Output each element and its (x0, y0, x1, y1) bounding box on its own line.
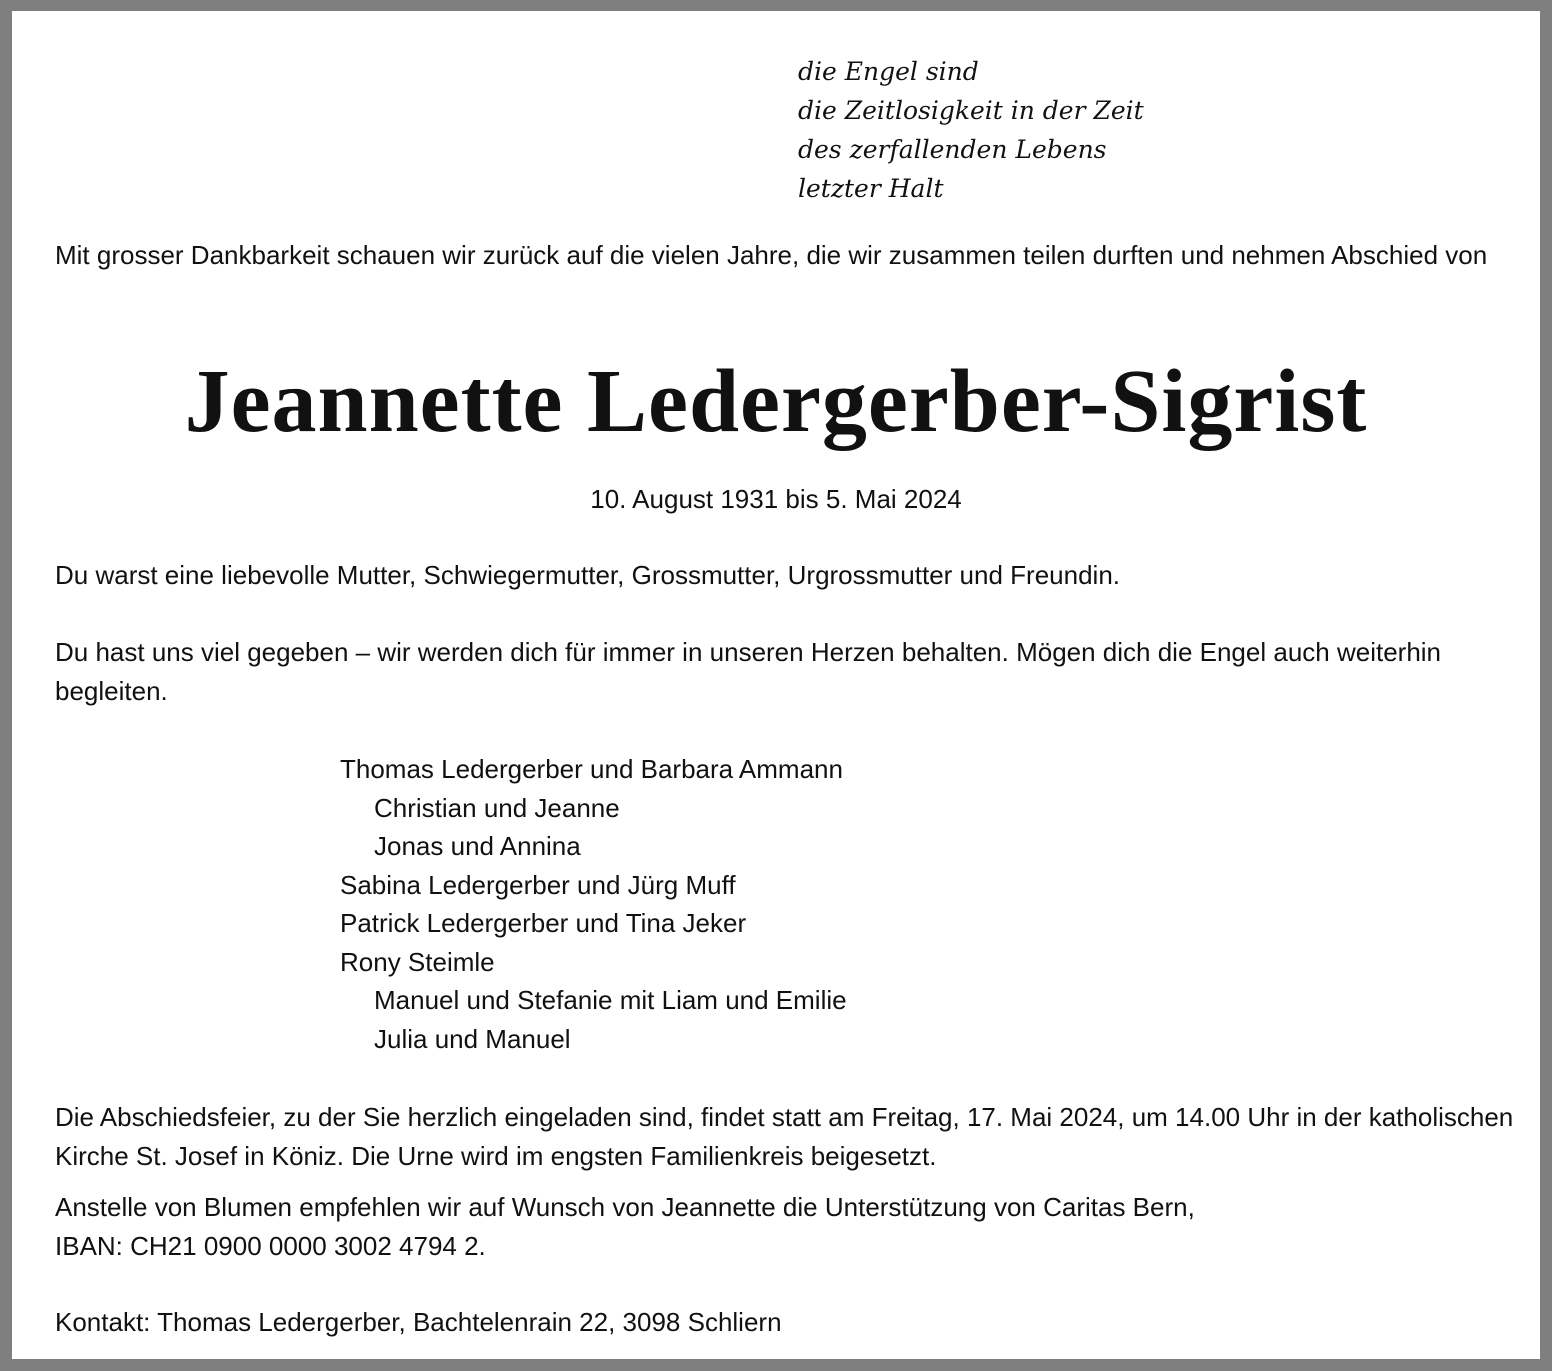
poem (798, 52, 1144, 208)
deceased-name: Jeannette Ledergerber-Sigrist (184, 352, 1368, 451)
donation-info (55, 1188, 1515, 1266)
mourner-entry: Christian und Jeanne (374, 792, 620, 823)
mourner-entry: Julia und Manuel (374, 1023, 571, 1054)
iban-line: IBAN: CH21 0900 0000 3002 4794 2. (55, 1231, 486, 1261)
life-dates: 10. August 1931 bis 5. Mai 2024 (590, 484, 962, 514)
poem-line: letzter Halt (798, 174, 944, 203)
mourner-entry: Rony Steimle (340, 946, 495, 977)
mourner-entry: Patrick Ledergerber und Tina Jeker (340, 908, 747, 938)
poem-line: die Engel sind (798, 57, 979, 86)
ceremony-info: Die Abschiedsfeier, zu der Sie herzlich eingeladen sind, findet statt am Freitag, 17. Mai 2024, um 14.00 Uhr in der katholischen Kirche St. Josef in Köniz. Die Urne wird im engsten Familienkreis beigesetzt. (55, 1102, 1514, 1171)
mourner-entry: Jonas und Annina (374, 831, 581, 861)
donation-line: Anstelle von Blumen empfehlen wir auf Wunsch von Jeannette die Unterstützung von Caritas Bern, (55, 1192, 1195, 1222)
obituary-notice (12, 11, 1540, 1359)
poem-line: des zerfallenden Lebens (798, 135, 1107, 164)
poem-line: die Zeitlosigkeit in der Zeit (798, 96, 1144, 125)
mourner-entry: Thomas Ledergerber und Barbara Ammann (340, 754, 843, 784)
tribute-paragraph: Du warst eine liebevolle Mutter, Schwiegermutter, Grossmutter, Urgrossmutter und Freundin. (55, 560, 1120, 590)
intro-text: Mit grosser Dankbarkeit schauen wir zurück auf die vielen Jahre, die wir zusammen teilen durften und nehmen Abschied von (55, 240, 1488, 270)
tribute-paragraph: Du hast uns viel gegeben – wir werden dich für immer in unseren Herzen behalten. Mögen dich die Engel auch weiterhin begleiten. (55, 637, 1442, 706)
contact-info: Kontakt: Thomas Ledergerber, Bachtelenrain 22, 3098 Schliern (55, 1307, 782, 1337)
mourner-entry: Sabina Ledergerber und Jürg Muff (340, 869, 736, 900)
mourner-entry: Manuel und Stefanie mit Liam und Emilie (374, 985, 847, 1015)
mourners-list (340, 750, 847, 1058)
